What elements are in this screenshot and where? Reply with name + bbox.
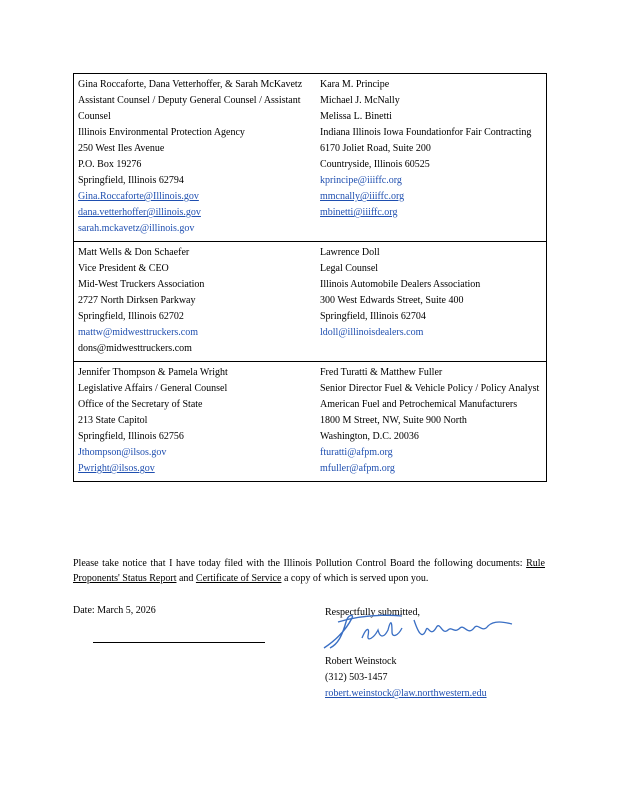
recipient-name: Michael J. McNally (320, 95, 400, 106)
recipient-cell (74, 74, 316, 241)
recipient-email-link[interactable]: mmcnally@iiiffc.org (320, 191, 405, 202)
document-title-certificate: Certificate of Service (195, 573, 282, 584)
recipient-names: Gina Roccaforte, Dana Vetterhoffer, & Sarah McKavetz (78, 79, 303, 90)
recipient-address: 213 State Capitol (78, 415, 148, 426)
recipient-email-link[interactable]: mbinetti@iiiffc.org (320, 207, 398, 218)
recipient-title: Legal Counsel (320, 263, 379, 274)
handwritten-signature (318, 608, 518, 652)
recipient-po-box: P.O. Box 19276 (78, 159, 142, 170)
recipient-cell (316, 362, 546, 481)
notice-and: and (178, 573, 194, 584)
recipient-title: Assistant Counsel / Deputy General Counsel / Assistant Counsel (78, 95, 301, 122)
notice-suffix: a copy of which is served upon you. (283, 573, 429, 584)
service-list-table (73, 73, 547, 482)
document-title-status-report: Rule Proponents' Status Report (73, 558, 545, 584)
recipient-city: Springfield, Illinois 62794 (78, 175, 184, 186)
signature-block (325, 654, 487, 702)
signer-phone: (312) 503-1457 (325, 672, 388, 683)
recipient-organization: Indiana Illinois Iowa Foundationfor Fair Contracting (320, 127, 532, 138)
recipient-organization: Illinois Automobile Dealers Association (320, 279, 481, 290)
recipient-title: Senior Director Fuel & Vehicle Policy / Policy Analyst (320, 383, 540, 394)
recipient-organization: Office of the Secretary of State (78, 399, 203, 410)
recipient-email-link[interactable]: dana.vetterhoffer@illinois.gov (78, 207, 201, 218)
recipient-city: Springfield, Illinois 62756 (78, 431, 184, 442)
service-row (74, 241, 546, 361)
recipient-cell (74, 242, 316, 361)
recipient-email-link[interactable]: mattw@midwesttruckers.com (78, 327, 199, 338)
recipient-names: Matt Wells & Don Schaefer (78, 247, 190, 258)
recipient-cell (316, 242, 546, 361)
recipient-address: 300 West Edwards Street, Suite 400 (320, 295, 464, 306)
signer-email-link[interactable]: robert.weinstock@law.northwestern.edu (325, 688, 487, 699)
closing-text: Respectfully submitted, (325, 607, 420, 618)
service-row (74, 361, 546, 481)
filing-date: Date: March 5, 2026 (73, 605, 156, 616)
recipient-name: Kara M. Principe (320, 79, 390, 90)
recipient-email-link[interactable]: ldoll@illinoisdealers.com (320, 327, 424, 338)
recipient-city: Washington, D.C. 20036 (320, 431, 419, 442)
signer-name: Robert Weinstock (325, 656, 397, 667)
notice-prefix: Please take notice that I have today filed with the Illinois Pollution Control Board the following documents: (73, 558, 523, 569)
recipient-city: Springfield, Illinois 62704 (320, 311, 426, 322)
recipient-email-link[interactable]: fturatti@afpm.org (320, 447, 393, 458)
recipient-name: Lawrence Doll (320, 247, 380, 258)
recipient-email-link[interactable]: kprincipe@iiiffc.org (320, 175, 402, 186)
recipient-email-text: dons@midwesttruckers.com (78, 343, 192, 354)
recipient-address: 2727 North Dirksen Parkway (78, 295, 196, 306)
recipient-title: Vice President & CEO (78, 263, 169, 274)
recipient-title: Legislative Affairs / General Counsel (78, 383, 228, 394)
recipient-city: Countryside, Illinois 60525 (320, 159, 430, 170)
recipient-email-link[interactable]: sarah.mckavetz@illinois.gov (78, 223, 195, 234)
recipient-city: Springfield, Illinois 62702 (78, 311, 184, 322)
recipient-address: 250 West Iles Avenue (78, 143, 165, 154)
recipient-names: Fred Turatti & Matthew Fuller (320, 367, 443, 378)
recipient-name: Melissa L. Binetti (320, 111, 392, 122)
blank-signature-line (93, 642, 265, 643)
recipient-organization: Mid-West Truckers Association (78, 279, 205, 290)
recipient-email-link[interactable]: Pwright@ilsos.gov (78, 463, 155, 474)
recipient-organization: American Fuel and Petrochemical Manufacturers (320, 399, 518, 410)
recipient-address: 1800 M Street, NW, Suite 900 North (320, 415, 467, 426)
recipient-email-link[interactable]: Gina.Roccaforte@Illinois.gov (78, 191, 199, 202)
recipient-organization: Illinois Environmental Protection Agency (78, 127, 245, 138)
service-row (74, 74, 546, 241)
recipient-cell (316, 74, 546, 241)
recipient-email-link[interactable]: Jthompson@ilsos.gov (78, 447, 167, 458)
recipient-email-link[interactable]: mfuller@afpm.org (320, 463, 395, 474)
recipient-address: 6170 Joliet Road, Suite 200 (320, 143, 431, 154)
recipient-cell (74, 362, 316, 481)
notice-paragraph (73, 556, 545, 586)
recipient-names: Jennifer Thompson & Pamela Wright (78, 367, 228, 378)
